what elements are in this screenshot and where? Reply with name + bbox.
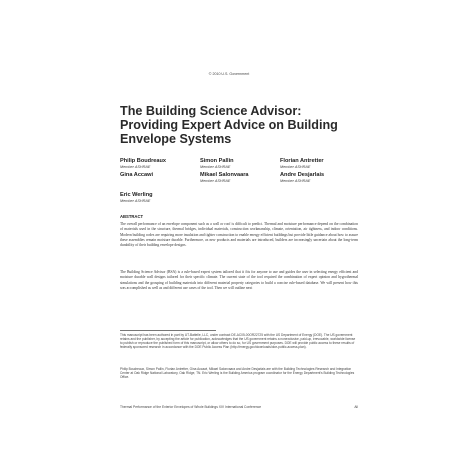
author-entry bbox=[120, 158, 200, 170]
author-name: Simon Pallin bbox=[200, 158, 234, 164]
author-entry bbox=[280, 172, 360, 184]
author-entry bbox=[200, 158, 280, 170]
paper-title: The Building Science Advisor: Providing Expert Advice on Building Envelope Systems bbox=[120, 104, 338, 146]
author-membership: Member ASHRAE bbox=[280, 179, 311, 183]
abstract-paragraph: The overall performance of an envelope component such as a wall or roof is difficult to predict. Thermal and moisture performance depend on the combination of materials used in the structure, thermal bridges, individual materials, construction workmanship, climate, orientation, air tightness, and indoor conditions. Modern building codes are requiring more insulation and tighter construction to enable energy efficient buildings but provide little guidance about how to assure these assemblies remain moisture durable. Furthermore, as new products and materials are introduced, builders are increasingly uncertain about the long-term durability of their building envelope designs. bbox=[120, 222, 358, 247]
author-name: Eric Werling bbox=[120, 192, 153, 198]
abstract-heading: ABSTRACT bbox=[120, 214, 144, 219]
page-number: All bbox=[354, 405, 358, 409]
author-membership: Member ASHRAE bbox=[120, 165, 151, 169]
footnote-divider bbox=[120, 330, 216, 331]
author-name: Florian Antretter bbox=[280, 158, 324, 164]
abstract-paragraph: The Building Science Advisor (BSA) is a rule-based expert system tailored that it fits for anyone to use and guides the user in selecting energy efficient and moisture durable wall designs tailored for their specific climate. The current state of the tool required the combination of expert opinion and hygrothermal simulations and the grouping of building materials into different material property categories to build a concise rule-based database. We will present how this was accomplished as well as and different use cases of the tool. Then we will outline next bbox=[120, 270, 358, 290]
author-entry bbox=[120, 172, 200, 179]
author-name: Gina Accawi bbox=[120, 172, 154, 178]
author-membership: Member ASHRAE bbox=[120, 199, 151, 203]
author-entry bbox=[280, 158, 360, 170]
author-membership: Member ASHRAE bbox=[280, 165, 311, 169]
author-name: Andre Desjarlais bbox=[280, 172, 325, 178]
author-name: Philip Boudreaux bbox=[120, 158, 166, 164]
author-membership: Member ASHRAE bbox=[200, 165, 231, 169]
author-entry bbox=[120, 192, 200, 204]
copyright-notice: © 2010 U.S. Government bbox=[208, 72, 250, 76]
author-name: Mikael Salonvaara bbox=[200, 172, 249, 178]
author-membership: Member ASHRAE bbox=[200, 179, 231, 183]
author-entry bbox=[200, 172, 280, 184]
footnote-affiliations: Philip Boudreaux, Simon Pallin, Florian Antretter, Gina Accawi, Mikael Salonvaara and Andre Desjarlais are with the Building Technologies Research and Integration Center at Oak Ridge National Laboratory, Oak Ridge, TN. Eric Werling is the Building America program coordinator for the Energy Department's Building Technologies Office. bbox=[120, 367, 355, 380]
footer-conference-title: Thermal Performance of the Exterior Envelopes of Whole Buildings XIV International Conference bbox=[120, 405, 262, 409]
footnote-license: This manuscript has been authored in part by UT-Battelle, LLC, under contract DE-AC05-00OR22725 with the US Department of Energy (DOE). The US government retains and the publisher, by accepting the article for publication, acknowledges that the US government retains a nonexclusive, paid-up, irrevocable, worldwide license to publish or reproduce the published form of this manuscript, or allow others to do so, for US government purposes. DOE will provide public access to these results of federally sponsored research in accordance with the DOE Public Access Plan (http://energy.gov/downloads/doe-public-access-plan). bbox=[120, 333, 356, 350]
